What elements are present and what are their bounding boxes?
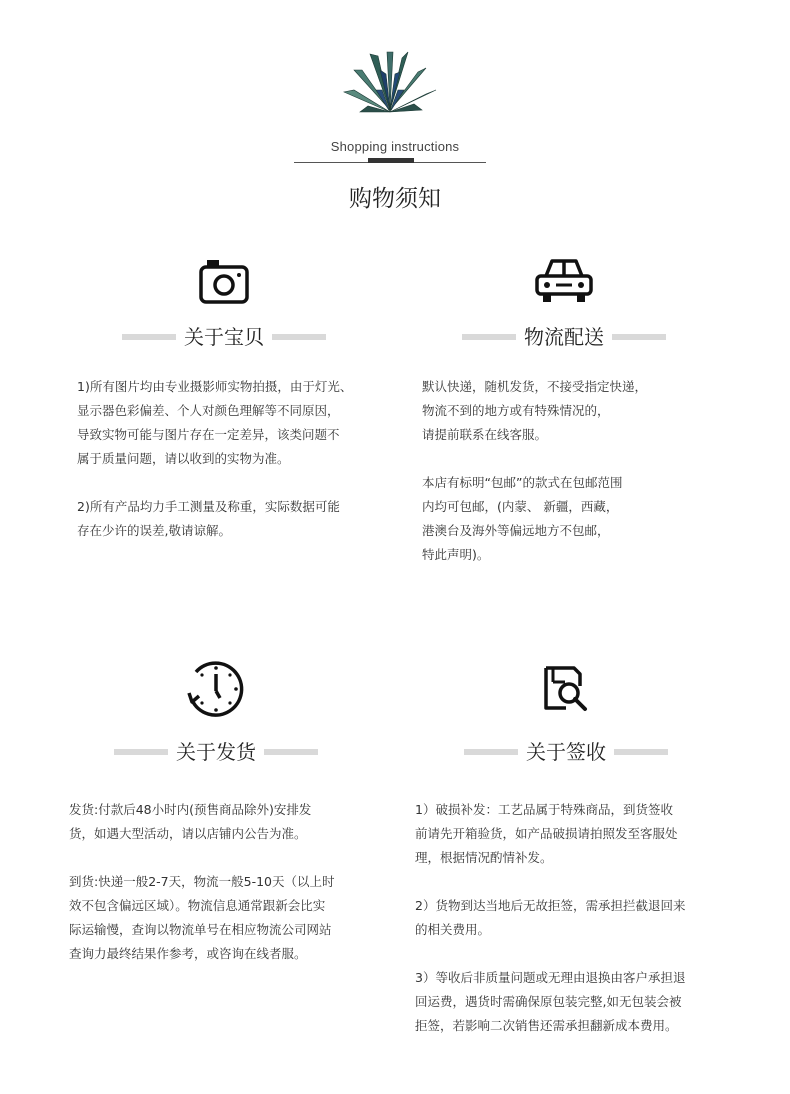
section-title-shipping: 关于发货: [168, 736, 264, 768]
section-header-logistics: [462, 321, 666, 353]
car-icon: [534, 256, 594, 306]
page-title: 购物须知: [349, 186, 441, 212]
subtitle: Shopping instructions: [330, 139, 460, 154]
shipping-paragraph-1: 发货:付款后48小时内(预售商品除外)安排发 货，如遇大型活动，请以店铺内公告为准。: [69, 802, 312, 841]
clock-icon: [186, 660, 246, 718]
inspect-document-icon: [542, 664, 590, 712]
section-title-logistics: 物流配送: [516, 321, 612, 353]
receipt-paragraph-3: 3）等收后非质量问题或无理由退换由客户承担退 回运费，遇货时需确保原包装完整,如无包装会被 拒签，若影响二次销售还需承担翻新成本费用。: [415, 970, 686, 1033]
logistics-paragraph-1: 默认快递，随机发货，不接受指定快递， 物流不到的地方或有特殊情况的， 请提前联系在线客服。: [422, 379, 648, 442]
receipt-paragraph-1: 1）破损补发：工艺品属于特殊商品，到货签收 前请先开箱验货，如产品破损请拍照发至客服处 理，根据情况酌情补发。: [415, 802, 678, 865]
shipping-paragraph-2: 到货:快递一般2-7天，物流一般5-10天（以上时 效不包含偏远区域）。物流信息通常跟新会比实 际运输慢，查询以物流单号在相应物流公司网站 查询力最终结果作参考，或咨询在线者服。: [69, 874, 335, 961]
section-header-receipt: [464, 736, 668, 768]
receipt-paragraph-2: 2）货物到达当地后无故拒签，需承担拦截退回来 的相关费用。: [415, 898, 686, 937]
logistics-paragraph-2: 本店有标明“包邮”的款式在包邮范围 内均可包邮，(内蒙、 新疆，西藏， 港澳台及海外等偏远地方不包邮， 特此声明)。: [422, 475, 623, 562]
about-item-paragraph-2: 2)所有产品均力手工测量及称重，实际数据可能 存在少许的误差,敬请谅解。: [77, 499, 340, 538]
agave-plant-illustration: [340, 40, 440, 120]
section-header-shipping: [114, 736, 318, 768]
section-title-about-item: 关于宝贝: [176, 321, 272, 353]
about-item-paragraph-1: 1)所有图片均由专业摄影师实物拍摄，由于灯光、 显示器色彩偏差、个人对颜色理解等不同原因， 导致实物可能与图片存在一定差异，该类问题不 属于质量问题，请以收到的实物为准。: [77, 379, 353, 466]
divider-accent: [368, 158, 414, 163]
section-title-receipt: 关于签收: [518, 736, 614, 768]
camera-icon: [198, 257, 250, 305]
section-header-about-item: [122, 321, 326, 353]
